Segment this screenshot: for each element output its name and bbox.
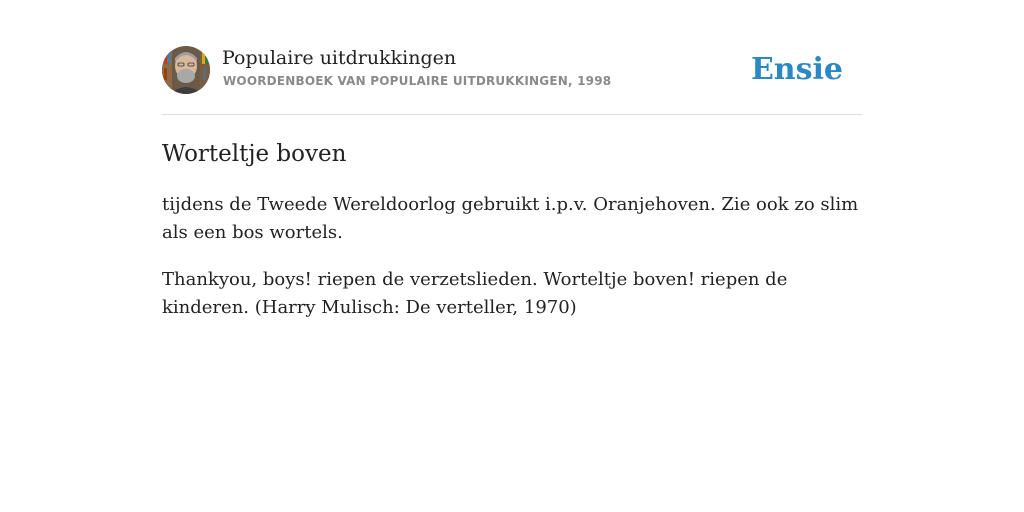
entry-header [162,46,862,115]
author-name[interactable]: Populaire uitdrukkingen [222,47,457,69]
entry-title: Worteltje boven [162,141,347,167]
author-avatar[interactable] [162,46,210,94]
ensie-logo[interactable]: Ensie [750,52,843,87]
entry-quote: Thankyou, boys! riepen de verzetslieden. Worteltje boven! riepen de kinderen. (Harry Mulisch: De verteller, 1970) [162,269,788,318]
author-photo-icon [162,46,210,94]
entry-card [162,46,862,322]
entry-definition: tijdens de Tweede Wereldoorlog gebruikt i.p.v. Oranjehoven. Zie ook zo slim als een bos wortels. [162,194,859,243]
source-label: WOORDENBOEK VAN POPULAIRE UITDRUKKINGEN, 1998 [223,74,612,88]
